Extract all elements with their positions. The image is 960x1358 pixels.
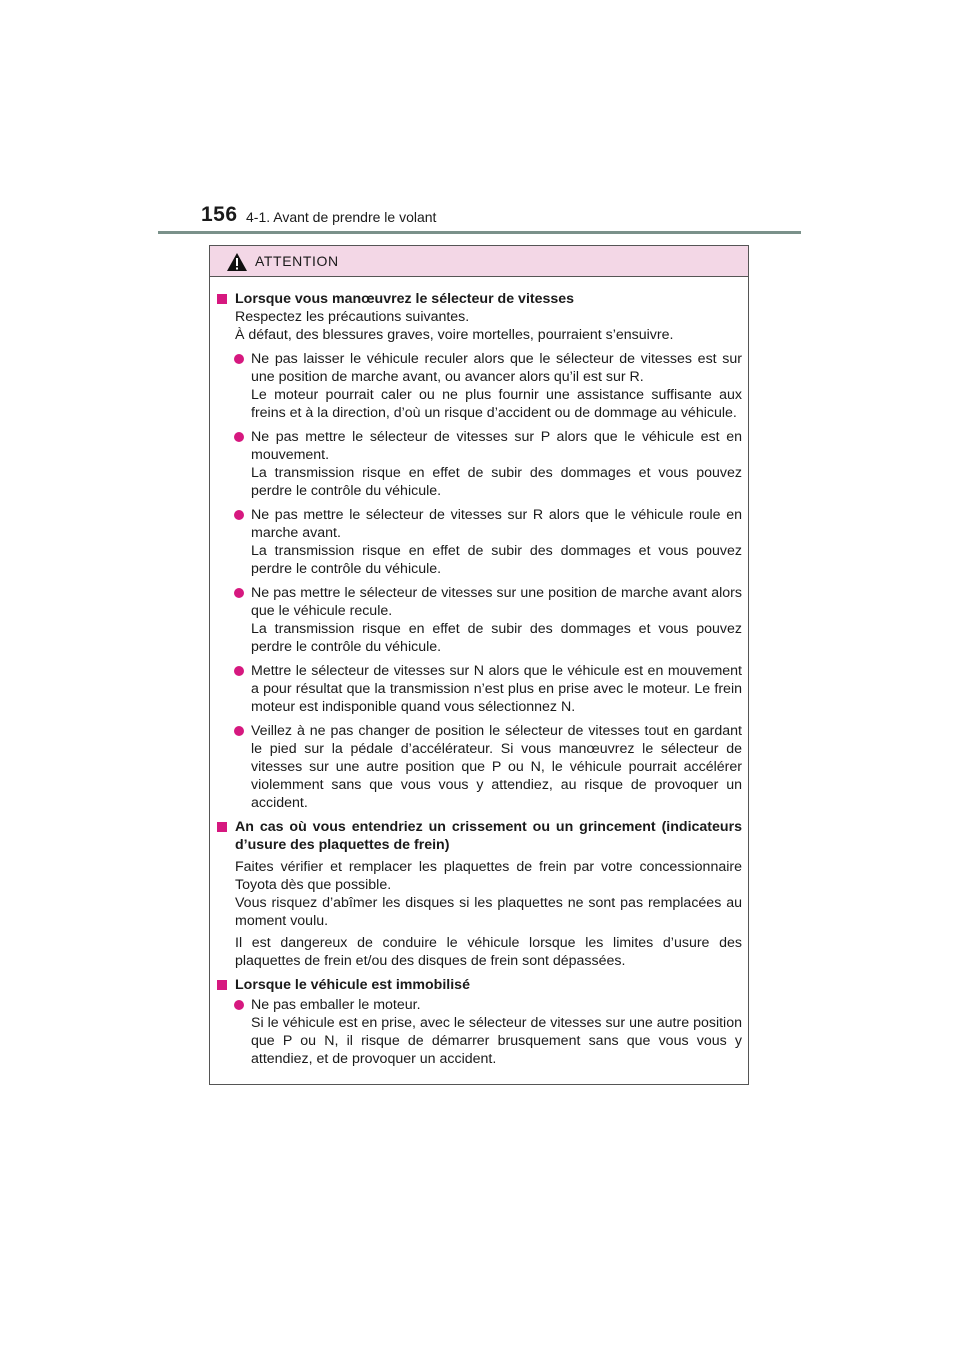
text-line: Ne pas mettre le sélecteur de vitesses sur une position de marche avant alors que le véhicule recule. [251, 585, 742, 619]
section-title: 4-1. Avant de prendre le volant [246, 209, 437, 225]
text-line: Vous risquez d’abîmer les disques si les plaquettes ne sont pas remplacées au moment voulu. [235, 895, 742, 929]
square-bullet-icon [217, 980, 227, 990]
text-line: Veillez à ne pas changer de position le sélecteur de vitesses tout en gardant le pied sur la pédale d’accélérateur. Si vous manœuvrez le sélecteur de vitesses sur une autre position que P ou N, le véhicule pourrait accélérer violemment sans que vous vous y attendiez, au risque de provoquer un accident. [251, 723, 742, 811]
round-bullet-icon [234, 354, 244, 364]
text-line: Respectez les précautions suivantes. [235, 309, 470, 325]
text-line: Il est dangereux de conduire le véhicule lorsque les limites d’usure des plaquettes de frein et/ou des disques de frein sont dépassées. [235, 935, 742, 969]
text-line: Ne pas mettre le sélecteur de vitesses sur R alors que le véhicule roule en marche avant. [251, 507, 742, 541]
round-bullet-icon [234, 432, 244, 442]
section-heading: An cas où vous entendriez un crissement ou un grincement (indicateurs d’usure des plaquettes de frein) [217, 818, 742, 854]
section-vehicle-stopped [217, 976, 742, 1068]
text-line: Ne pas emballer le moteur. [251, 997, 421, 1013]
list-item [217, 996, 742, 1068]
round-bullet-icon [234, 726, 244, 736]
list-item [217, 506, 742, 578]
round-bullet-icon [234, 588, 244, 598]
page-number: 156 [201, 203, 238, 226]
text-line: Ne pas laisser le véhicule reculer alors que le sélecteur de vitesses est sur une position de marche avant, ou avancer alors qu’il est sur R. [251, 351, 742, 385]
text-line: La transmission risque en effet de subir des dommages et vous pouvez perdre le contrôle du véhicule. [251, 465, 742, 499]
paragraph [217, 858, 742, 930]
text-line: Faites vérifier et remplacer les plaquettes de frein par votre concessionnaire Toyota dès que possible. [235, 859, 742, 893]
paragraph [217, 934, 742, 970]
round-bullet-icon [234, 1000, 244, 1010]
text-line: Mettre le sélecteur de vitesses sur N alors que le véhicule est en mouvement a pour résultat que la transmission n’est plus en prise avec le moteur. Le frein moteur est indisponible quand vous sélectionnez N. [251, 663, 742, 715]
warning-title: ATTENTION [255, 253, 339, 269]
warning-header [210, 246, 748, 277]
text-line: Le moteur pourrait caler ou ne plus fournir une assistance suffisante aux freins et à la direction, d’où un risque d’accident ou de dommage au véhicule. [251, 387, 742, 421]
round-bullet-icon [234, 510, 244, 520]
intro-paragraph [217, 308, 742, 344]
text-line: La transmission risque en effet de subir des dommages et vous pouvez perdre le contrôle du véhicule. [251, 621, 742, 655]
section-heading: Lorsque vous manœuvrez le sélecteur de vitesses [217, 290, 742, 308]
text-line: À défaut, des blessures graves, voire mortelles, pourraient s’ensuivre. [235, 327, 674, 343]
section-heading: Lorsque le véhicule est immobilisé [217, 976, 742, 994]
text-line: Ne pas mettre le sélecteur de vitesses sur P alors que le véhicule est en mouvement. [251, 429, 742, 463]
warning-box [209, 245, 749, 1085]
text-line: Si le véhicule est en prise, avec le sélecteur de vitesses sur une autre position que P ou N, il risque de démarrer brusquement sans que vous vous y attendiez, et de provoquer un accident. [251, 1015, 742, 1067]
list-item [217, 428, 742, 500]
header-rule [158, 231, 801, 234]
square-bullet-icon [217, 294, 227, 304]
list-item [217, 584, 742, 656]
list-item [217, 662, 742, 716]
warning-content [210, 277, 748, 1068]
square-bullet-icon [217, 822, 227, 832]
section-brake-pads [217, 818, 742, 970]
text-line: La transmission risque en effet de subir des dommages et vous pouvez perdre le contrôle du véhicule. [251, 543, 742, 577]
section-gear-selector [217, 290, 742, 812]
list-item [217, 722, 742, 812]
warning-icon [226, 252, 248, 272]
round-bullet-icon [234, 666, 244, 676]
list-item [217, 350, 742, 422]
